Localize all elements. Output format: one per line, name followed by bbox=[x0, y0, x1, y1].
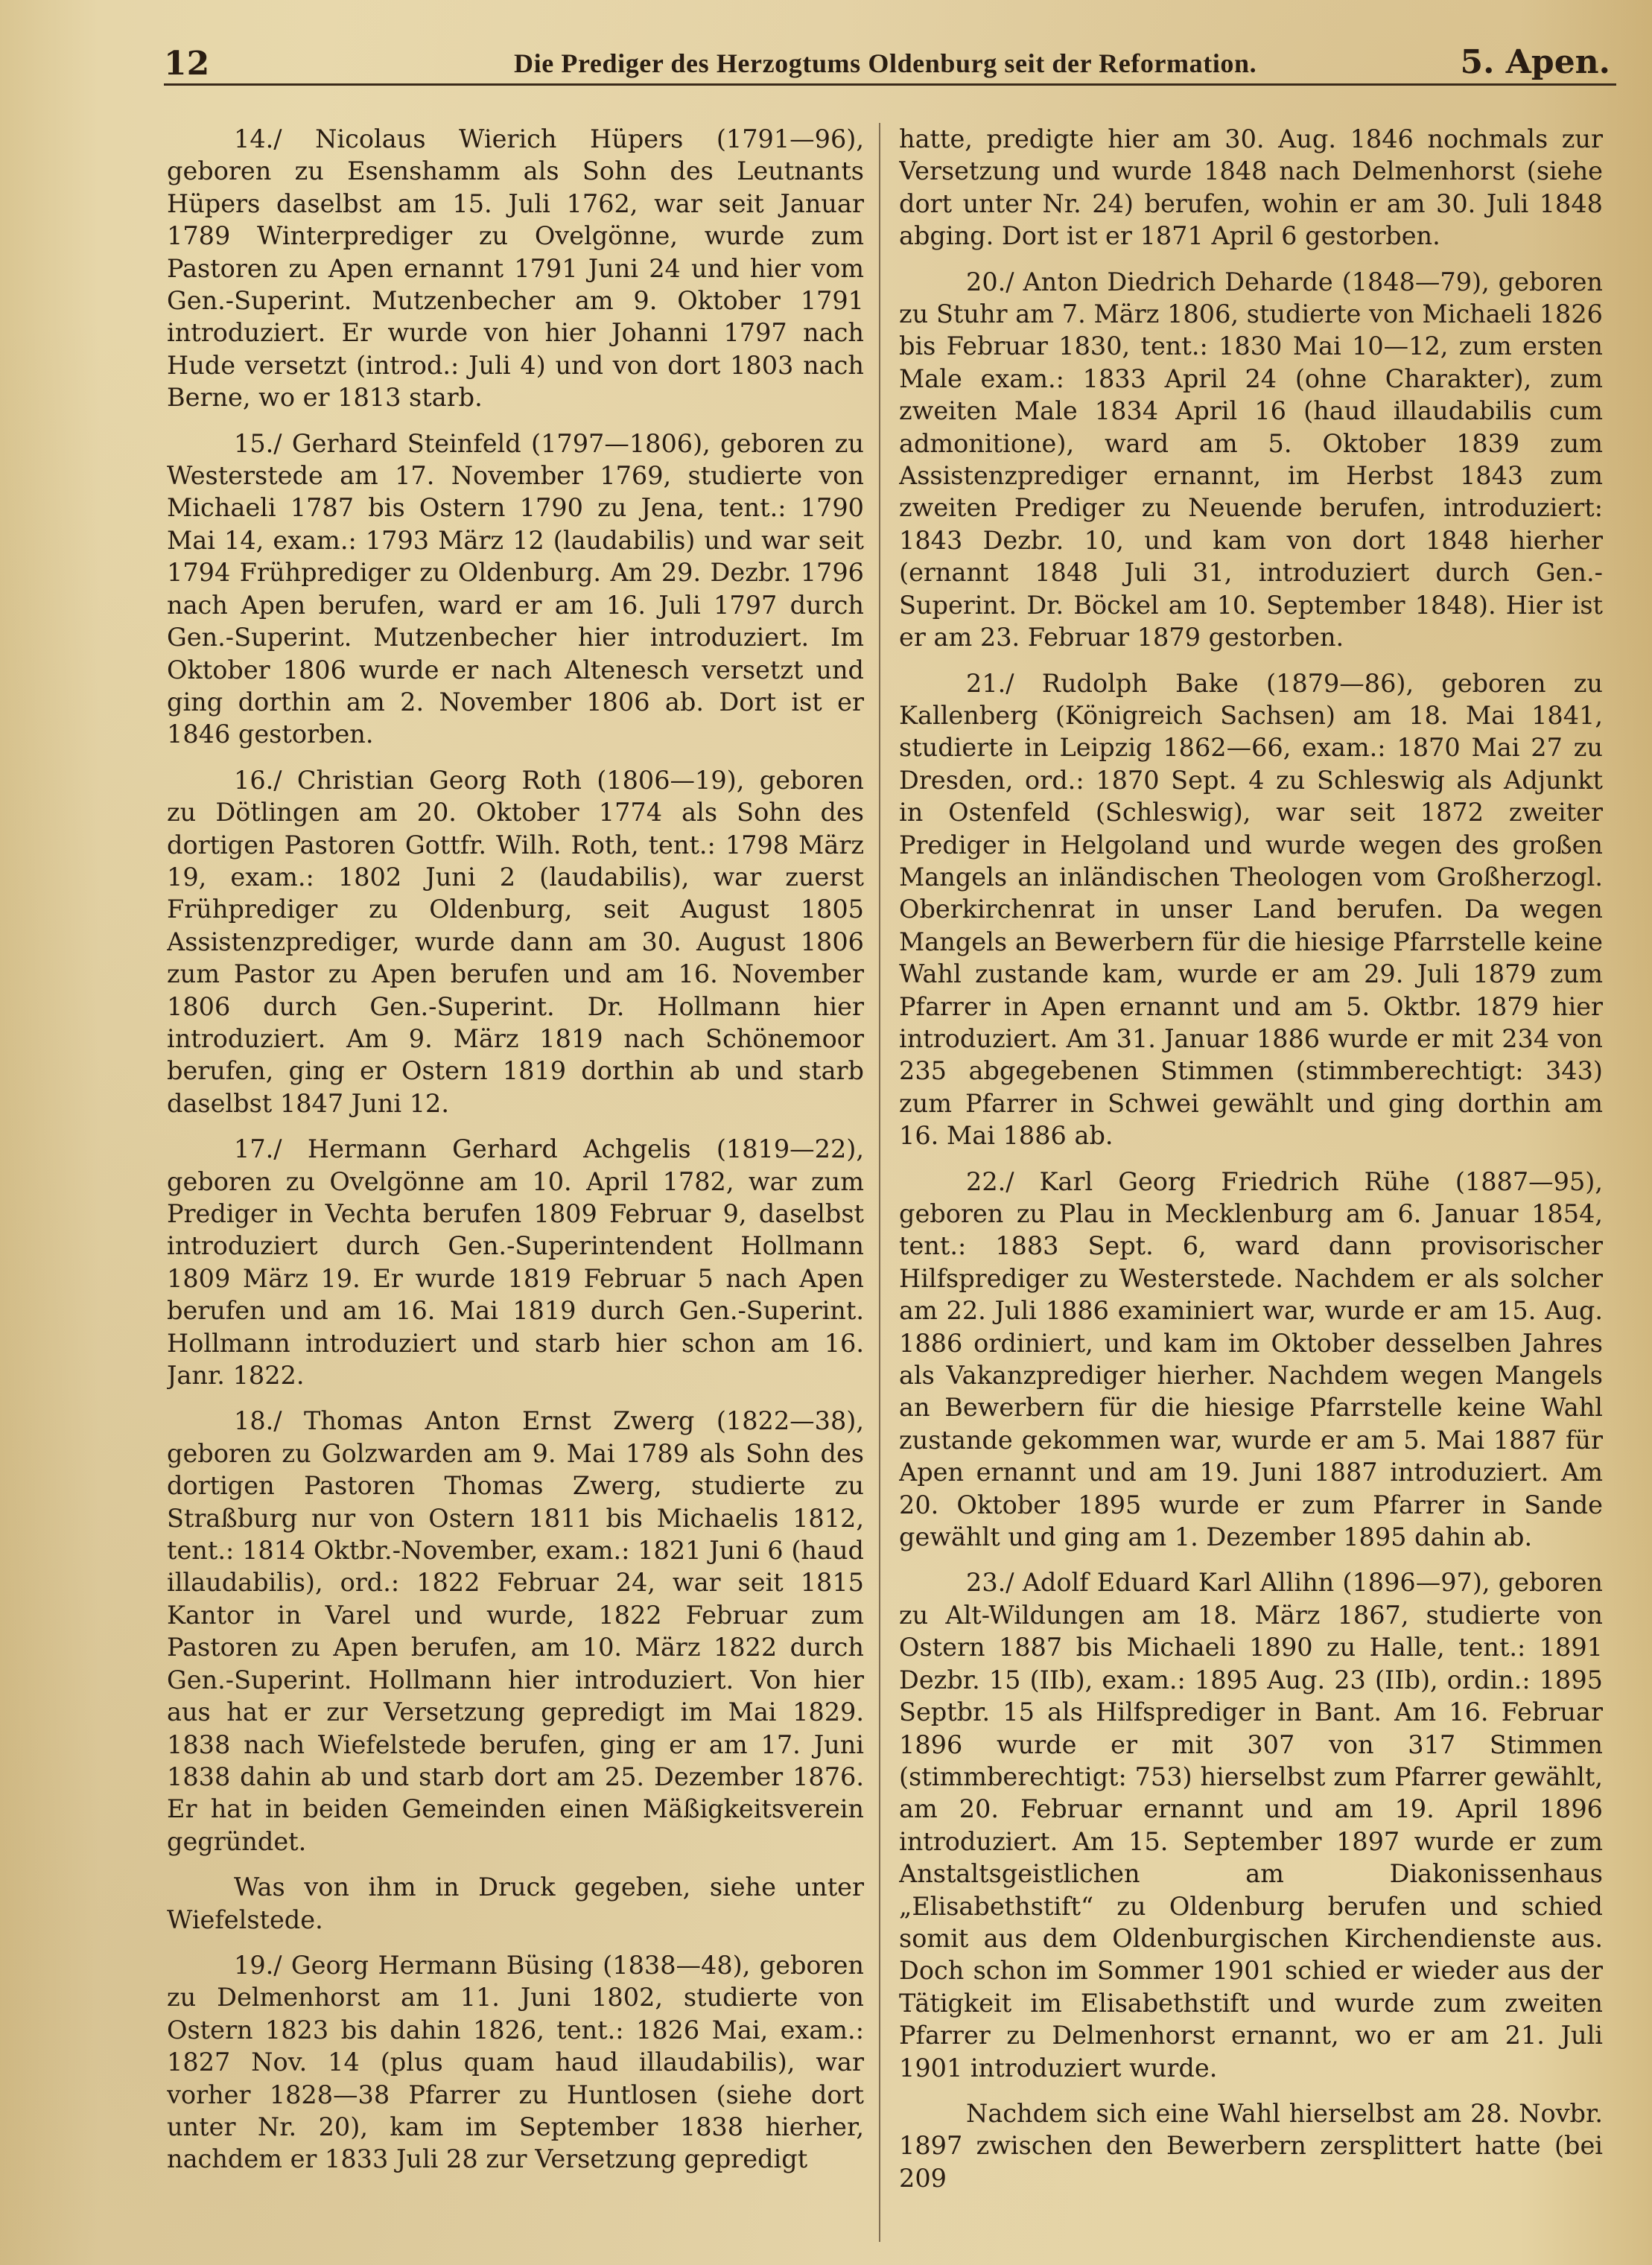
entry-23-allihn: 23./ Adolf Eduard Karl Allihn (1896—97), geboren zu Alt-Wildungen am 18. März 1867, studierte von Ostern 1887 bis Michaeli 1890 zu Halle, tent.: 1891 Dezbr. 15 (IIb), exam.: 1895 Aug. 23 (IIb), ordin.: 1895 Septbr. 15 als Hilfsprediger in Bant. Am 16. Februar 1896 wurde er mit 307 von 317 Stimmen (stimmberechtigt: 753) hierselbst zum Pfarrer gewählt, am 20. Februar ernannt und am 19. April 1896 introduziert. Am 15. September 1897 wurde er zum Anstaltsgeistlichen am Diakonissenhaus „Elisabethstift“ zu Oldenburg berufen und schied somit aus dem Oldenburgischen Kirchendienste aus. Doch schon im Sommer 1901 schied er wieder aus der Tätigkeit im Elisabethstift und wurde zum zweiten Pfarrer zu Delmenhorst ernannt, wo er am 21. Juli 1901 introduziert wurde. bbox=[899, 1568, 1603, 2083]
entry-19-buesing-continued: hatte, predigte hier am 30. Aug. 1846 nochmals zur Versetzung und wurde 1848 nach Delmenhorst (siehe dort unter Nr. 24) berufen, wohin er am 30. Juli 1848 abging. Dort ist er 1871 April 6 gestorben. bbox=[899, 124, 1603, 251]
entry-15-steinfeld: 15./ Gerhard Steinfeld (1797—1806), geboren zu Westerstede am 17. November 1769, studierte von Michaeli 1787 bis Ostern 1790 zu Jena, tent.: 1790 Mai 14, exam.: 1793 März 12 (laudabilis) und war seit 1794 Frühprediger zu Oldenburg. Am 29. Dezbr. 1796 nach Apen berufen, ward er am 16. Juli 1797 durch Gen.-Superint. Mutzenbecher hier introduziert. Im Oktober 1806 wurde er nach Altenesch versetzt und ging dorthin am 2. November 1806 ab. Dort ist er 1846 gestorben. bbox=[167, 428, 864, 749]
right-column bbox=[899, 123, 1603, 2246]
paragraph-election-1897: Nachdem sich eine Wahl hierselbst am 28. Novbr. 1897 zwischen den Bewerbern zersplittert hatte (bei 209 bbox=[899, 2098, 1603, 2193]
running-title: Die Prediger des Herzogtums Oldenburg seit der Reformation. bbox=[514, 48, 1257, 78]
note-zwerg-publications: Was von ihm in Druck gegeben, siehe unter Wiefelstede. bbox=[167, 1872, 864, 1934]
entry-21-bake: 21./ Rudolph Bake (1879—86), geboren zu Kallenberg (Königreich Sachsen) am 18. Mai 1841, studierte in Leipzig 1862—66, exam.: 1870 Mai 27 zu Dresden, ord.: 1870 Sept. 4 zu Schleswig als Adjunkt in Ostenfeld (Schleswig), war seit 1872 zweiter Prediger in Helgoland und wurde wegen des großen Mangels an inländischen Theologen vom Großherzogl. Oberkirchenrat in unser Land berufen. Da wegen Mangels an Bewerbern für die hiesige Pfarrstelle keine Wahl zustande kam, wurde er am 29. Juli 1879 zum Pfarrer in Apen ernannt und am 5. Oktbr. 1879 hier introduziert. Am 31. Januar 1886 wurde er mit 234 von 235 abgegebenen Stimmen (stimmberechtigt: 343) zum Pfarrer in Schwei gewählt und ging dorthin am 16. Mai 1886 ab. bbox=[899, 668, 1603, 1151]
left-column bbox=[167, 123, 864, 2246]
section-label: 5. Apen. bbox=[1460, 43, 1610, 81]
entry-22-ruehe: 22./ Karl Georg Friedrich Rühe (1887—95), geboren zu Plau in Mecklenburg am 6. Januar 1854, tent.: 1883 Sept. 6, ward dann provisorischer Hilfsprediger zu Westerstede. Nachdem er als solcher am 22. Juli 1886 examiniert war, wurde er am 15. Aug. 1886 ordiniert, und kam im Oktober desselben Jahres als Vakanzprediger hierher. Nachdem wegen Mangels an Bewerbern für die hiesige Pfarrstelle keine Wahl zustande gekommen war, wurde er am 5. Mai 1887 für Apen ernannt und am 19. Juni 1887 introduziert. Am 20. Oktober 1895 wurde er zum Pfarrer in Sande gewählt und ging am 1. Dezember 1895 dahin ab. bbox=[899, 1166, 1603, 1552]
entry-16-roth: 16./ Christian Georg Roth (1806—19), geboren zu Dötlingen am 20. Oktober 1774 als Sohn des dortigen Pastoren Gottfr. Wilh. Roth, tent.: 1798 März 19, exam.: 1802 Juni 2 (laudabilis), war zuerst Frühprediger zu Oldenburg, seit August 1805 Assistenzprediger, wurde dann am 30. August 1806 zum Pastor zu Apen berufen und am 16. November 1806 durch Gen.-Superint. Dr. Hollmann hier introduziert. Am 9. März 1819 nach Schönemoor berufen, ging er Ostern 1819 dorthin ab und starb daselbst 1847 Juni 12. bbox=[167, 765, 864, 1118]
page-number: 12 bbox=[164, 45, 210, 83]
entry-17-achgelis: 17./ Hermann Gerhard Achgelis (1819—22), geboren zu Ovelgönne am 10. April 1782, war zum Prediger in Vechta berufen 1809 Februar 9, daselbst introduziert durch Gen.-Superintendent Hollmann 1809 März 19. Er wurde 1819 Februar 5 nach Apen berufen und am 16. Mai 1819 durch Gen.-Superint. Hollmann introduziert und starb hier schon am 16. Janr. 1822. bbox=[167, 1134, 864, 1391]
entry-19-buesing: 19./ Georg Hermann Büsing (1838—48), geboren zu Delmenhorst am 11. Juni 1802, studierte von Ostern 1823 bis dahin 1826, tent.: 1826 Mai, exam.: 1827 Nov. 14 (plus quam haud illaudabilis), war vorher 1828—38 Pfarrer zu Huntlosen (siehe dort unter Nr. 20), kam im September 1838 hierher, nachdem er 1833 Juli 28 zur Versetzung gepredigt bbox=[167, 1950, 864, 2174]
page-header bbox=[164, 39, 1616, 86]
entry-20-deharde: 20./ Anton Diedrich Deharde (1848—79), geboren zu Stuhr am 7. März 1806, studierte von Michaeli 1826 bis Februar 1830, tent.: 1830 Mai 10—12, zum ersten Male exam.: 1833 April 24 (ohne Charakter), zum zweiten Male 1834 April 16 (haud illaudabilis cum admonitione), ward am 5. Oktober 1839 zum Assistenzprediger ernannt, im Herbst 1843 zum zweiten Prediger zu Neuende berufen, introduziert: 1843 Dezbr. 10, und kam von dort 1848 hierher (ernannt 1848 Juli 31, introduziert durch Gen.-Superint. Dr. Böckel am 10. September 1848). Hier ist er am 23. Februar 1879 gestorben. bbox=[899, 267, 1603, 652]
entry-14-huepers: 14./ Nicolaus Wierich Hüpers (1791—96), geboren zu Esenshamm als Sohn des Leutnants Hüpers daselbst am 15. Juli 1762, war seit Januar 1789 Winterprediger zu Ovelgönne, wurde zum Pastoren zu Apen ernannt 1791 Juni 24 und hier vom Gen.-Superint. Mutzenbecher am 9. Oktober 1791 introduziert. Er wurde von hier Johanni 1797 nach Hude versetzt (introd.: Juli 4) und von dort 1803 nach Berne, wo er 1813 starb. bbox=[167, 124, 864, 413]
column-divider bbox=[879, 123, 880, 2242]
entry-18-zwerg: 18./ Thomas Anton Ernst Zwerg (1822—38), geboren zu Golzwarden am 9. Mai 1789 als Sohn des dortigen Pastoren Thomas Zwerg, studierte zu Straßburg nur von Ostern 1811 bis Michaelis 1812, tent.: 1814 Oktbr.-November, exam.: 1821 Juni 6 (haud illaudabilis), ord.: 1822 Februar 24, war seit 1815 Kantor in Varel und wurde, 1822 Februar zum Pastoren zu Apen berufen, am 10. März 1822 durch Gen.-Superint. Hollmann hier introduziert. Von hier aus hat er zur Versetzung gepredigt im Mai 1829. 1838 nach Wiefelstede berufen, ging er am 17. Juni 1838 dahin ab und starb dort am 25. Dezember 1876. Er hat in beiden Gemeinden einen Mäßigkeitsverein gegründet. bbox=[167, 1406, 864, 1856]
